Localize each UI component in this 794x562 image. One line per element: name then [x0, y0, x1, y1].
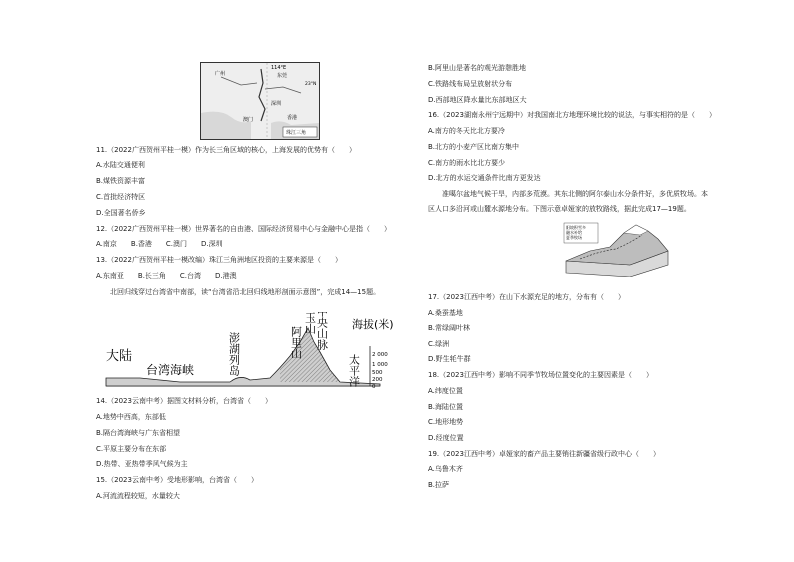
- q17-option-c: C.绿洲: [428, 340, 450, 348]
- pearl-river-delta-map: [200, 62, 320, 140]
- intro-17-19-line1: 准噶尔盆地气候干旱，内部多荒漠。其东北侧的阿尔泰山水分条件好，多优质牧场。本: [442, 190, 708, 198]
- q16-option-b: B.北方的小麦产区比南方集中: [428, 143, 520, 151]
- q14-option-a: A.地势中西高，东部低: [96, 413, 166, 421]
- q13-options: A.东南亚 B.长三角 C.台湾 D.港澳: [96, 272, 237, 280]
- q13-stem: 13.（2022广西贺州平桂一模改编）珠江三角洲地区投资的主要来源是（ ）: [96, 256, 342, 264]
- q16-stem: 16.（2023湖南永州宁远期中）对我国南北方地理环境比较的说法，与事实相符的是（ ）: [428, 111, 716, 119]
- q12-stem: 12.（2022广西贺州平桂一模）世界著名的自由港、国际经济贸易中心与金融中心是指（ ）: [96, 225, 391, 233]
- q16-option-d: D.北方的水运交通条件比南方更发达: [428, 174, 541, 182]
- q15-option-c: C.铁路线布局呈放射状分布: [428, 80, 513, 88]
- profile-penghu: 澎湖列岛: [227, 332, 241, 376]
- profile-dalu: 大陆: [106, 349, 133, 364]
- q12-options: A.南京 B.香港 C.澳门 D.深圳: [96, 240, 223, 248]
- profile-tick-0: 0: [372, 384, 376, 390]
- profile-tick-2000: 2 000: [372, 352, 388, 358]
- q18-stem: 18.（2023江西中考）影响不同季节牧场位置变化的主要因素是（ ）: [428, 371, 653, 379]
- q11-stem: 11.（2022广西贺州平桂一模）作为长三角区域的核心，上海发展的优势有（ ）: [96, 146, 356, 154]
- map-place-dongguan: 东莞: [277, 73, 288, 79]
- q14-stem: 14.（2023云南中考）据图文材料分析，台湾省（ ）: [96, 397, 272, 405]
- q16-option-a: A.南方的冬天比北方要冷: [428, 127, 505, 135]
- map-legend: 珠江三角: [286, 130, 307, 136]
- map-place-shenzhen: 深圳: [271, 101, 282, 107]
- q14-option-c: C.平原主要分布在东部: [96, 445, 167, 453]
- q11-option-c: C.首批经济特区: [96, 193, 146, 201]
- q18-option-c: C.地形地势: [428, 418, 464, 426]
- map-place-macau: 澳门: [243, 117, 254, 123]
- q17-option-b: B.常绿阔叶林: [428, 324, 471, 332]
- intro-14-15: 北回归线穿过台湾省中南部，读“台湾省沿北回归线地形剖面示意图”，完成14—15题。: [110, 288, 381, 296]
- q18-option-a: A.纬度位置: [428, 387, 463, 395]
- profile-pacific: 太平洋: [347, 354, 361, 387]
- profile-strait: 台湾海峡: [146, 363, 195, 377]
- q16-option-c: C.南方的雨水比北方要少: [428, 159, 506, 167]
- map-lat-top: 23°N: [305, 82, 317, 87]
- intro-17-19-line2: 区人口多沿河或山麓水源地分布。下图示意卓娅家的放牧路线，据此完成17—19题。: [428, 205, 691, 213]
- grazing-route-figure: [560, 221, 672, 277]
- q14-option-d: D.热带、亚热带季风气候为主: [96, 460, 188, 468]
- profile-tick-200: 200: [372, 377, 383, 383]
- taiwan-profile-figure: [100, 312, 400, 400]
- q15-option-b: B.阿里山是著名的观光游憩胜地: [428, 64, 527, 72]
- q17-option-a: A.桑蚕基地: [428, 309, 463, 317]
- q18-option-b: B.海陆位置: [428, 403, 464, 411]
- map-place-guangzhou: 广州: [215, 71, 226, 77]
- profile-alishan: 阿里山: [289, 326, 303, 359]
- profile-svg: [100, 312, 400, 400]
- q19-option-b: B.拉萨: [428, 481, 450, 489]
- block-svg: [560, 221, 672, 277]
- q19-option-a: A.乌鲁木齐: [428, 465, 463, 473]
- q18-option-d: D.经度位置: [428, 434, 464, 442]
- q15-option-d: D.西部地区降水量比东部地区大: [428, 96, 527, 104]
- q11-option-b: B.煤铁资源丰富: [96, 177, 146, 185]
- profile-tick-500: 500: [372, 370, 383, 376]
- map-longitude-label: 114°E: [271, 65, 287, 71]
- profile-altitude: 海拔(米): [352, 318, 394, 331]
- map-place-hk: 香港: [287, 115, 298, 121]
- q15-option-a: A.河流流程较短，水量较大: [96, 492, 180, 500]
- block-note-3: 夏季牧场: [566, 235, 582, 240]
- q17-option-d: D.野生牦牛群: [428, 355, 471, 363]
- q14-option-b: B.隔台湾海峡与广东省相望: [96, 429, 181, 437]
- block-note-2: 融水补给: [566, 230, 582, 235]
- profile-tick-1000: 1 000: [372, 362, 388, 368]
- profile-yushan: 玉山: [303, 312, 317, 334]
- block-note-1: 阳坡积雪多: [566, 225, 586, 230]
- q15-stem: 15.（2023云南中考）受地形影响，台湾省（ ）: [96, 476, 258, 484]
- q11-option-a: A.水陆交通便利: [96, 161, 145, 169]
- map-svg: [201, 63, 319, 139]
- q17-stem: 17.（2023江西中考）在山下水源充足的地方，分布有（ ）: [428, 293, 625, 301]
- q19-stem: 19.（2023江西中考）卓娅家的畜产品主要销往新疆省级行政中心（ ）: [428, 450, 660, 458]
- profile-zhongyang: 中央山脉: [315, 312, 329, 350]
- q11-option-d: D.全国著名侨乡: [96, 209, 146, 217]
